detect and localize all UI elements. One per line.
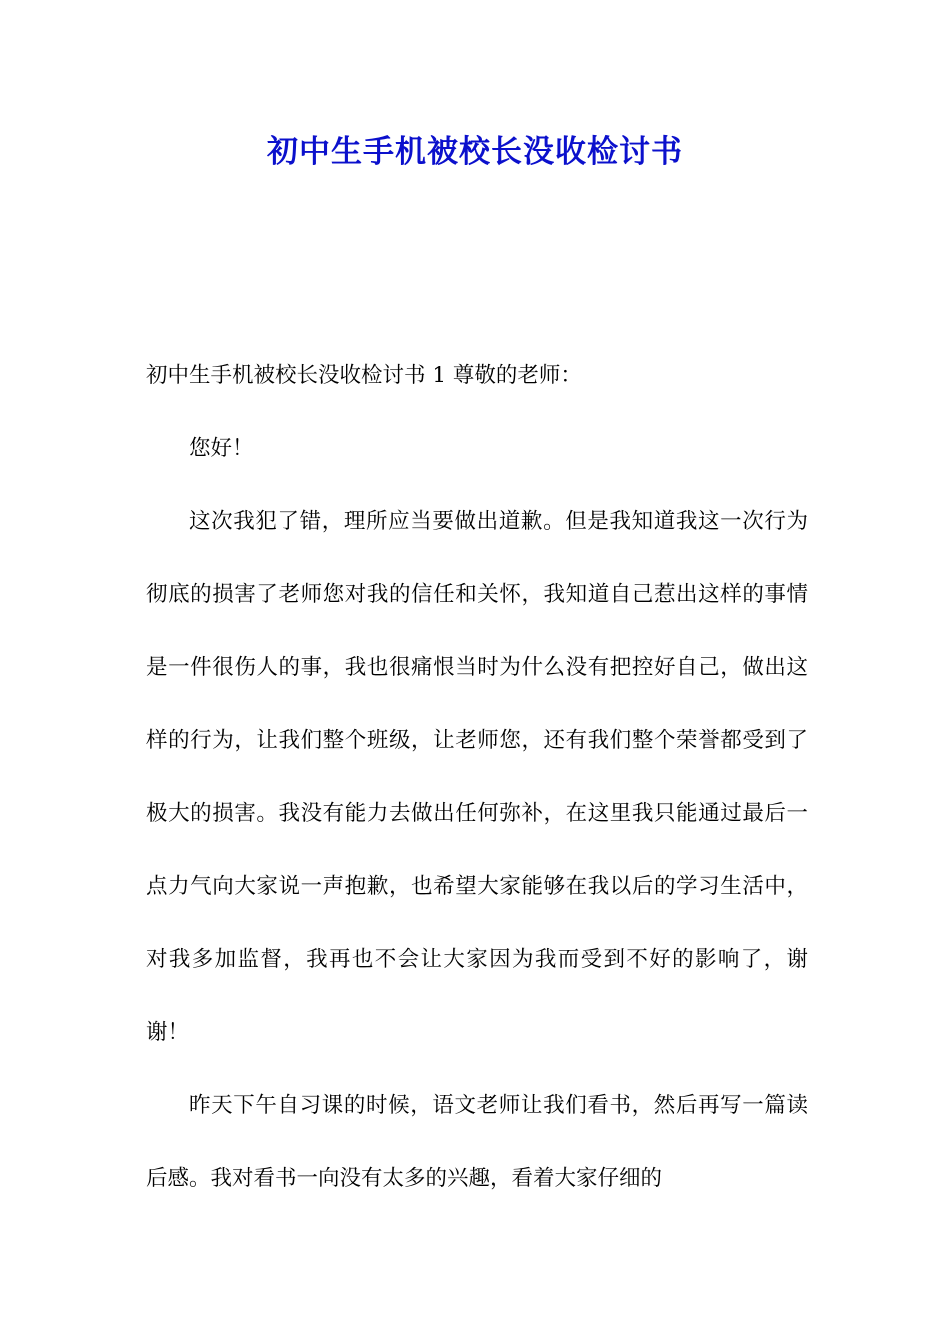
body-paragraph: 昨天下午自习课的时候，语文老师让我们看书，然后再写一篇读后感。我对看书一向没有太多的兴趣，看着大家仔细的 (146, 1093, 808, 1191)
body-paragraph: 这次我犯了错，理所应当要做出道歉。但是我知道我这一次行为彻底的损害了老师您对我的信任和关怀，我知道自己惹出这样的事情是一件很伤人的事，我也很痛恨当时为什么没有把控好自己，做出这样的行为，让我们整个班级，让老师您，还有我们整个荣誉都受到了极大的损害。我没有能力去做出任何弥补，在这里我只能通过最后一点力气向大家说一声抱歉，也希望大家能够在我以后的学习生活中，对我多加监督，我再也不会让大家因为我而受到不好的影响了，谢谢！ (146, 509, 808, 1045)
greeting-paragraph: 您好！ (189, 436, 254, 461)
document-title: 初中生手机被校长没收检讨书 (267, 134, 683, 170)
salutation-paragraph: 初中生手机被校长没收检讨书 1 尊敬的老师： (146, 363, 582, 388)
document-body (146, 339, 808, 1215)
